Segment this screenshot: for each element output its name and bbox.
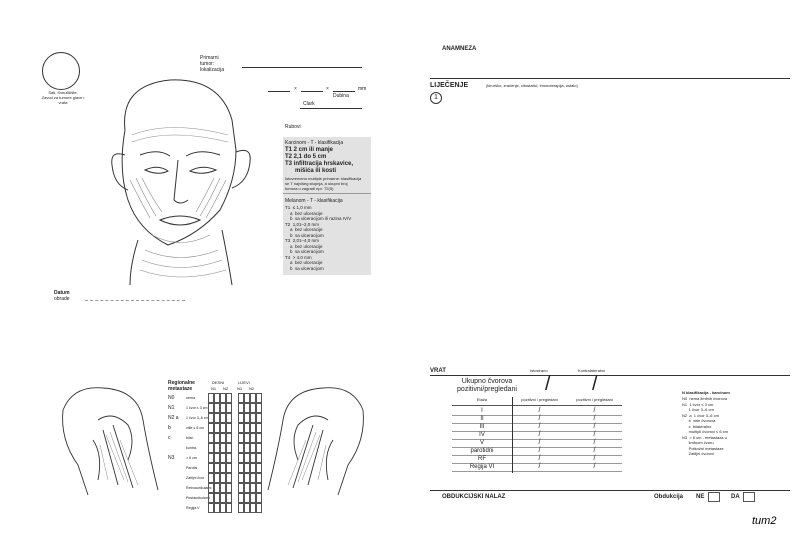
total-slash-contra: / bbox=[592, 373, 598, 395]
col-sub-2: N2 bbox=[223, 386, 229, 391]
n-class-item: c bilateralno bbox=[682, 423, 712, 429]
regional-row-desc: 1 čvor 3–6 cm bbox=[186, 416, 209, 420]
panel-divider bbox=[283, 193, 371, 194]
melanoma-item: a bez ulceracije bbox=[285, 243, 323, 249]
same-side-header: Istostrano bbox=[530, 368, 548, 373]
n-class-title: N klasifikacija - karcinom bbox=[682, 390, 730, 395]
col-sub-1: N1 bbox=[211, 386, 217, 391]
step-circle: 1 bbox=[430, 92, 442, 104]
regional-grid-cell[interactable] bbox=[256, 393, 262, 403]
n-class-item: 1 čvor 3–6 cm bbox=[682, 407, 714, 412]
regional-row-code: N3 bbox=[168, 455, 175, 461]
regional-grid-cell[interactable] bbox=[226, 483, 232, 493]
total-slash-same: / bbox=[545, 373, 551, 395]
dim-line-3 bbox=[333, 91, 355, 92]
autopsy-finding-heading: OBDUKCIJSKI NALAZ bbox=[442, 494, 506, 500]
regional-row-code: N2 a bbox=[168, 415, 179, 421]
neck-left-illustration bbox=[58, 380, 168, 500]
regional-grid-cell[interactable] bbox=[256, 403, 262, 413]
melanoma-list bbox=[285, 205, 351, 271]
regional-grid-cell[interactable] bbox=[256, 433, 262, 443]
n-class-item: Zatiljni čvorovi bbox=[682, 451, 715, 456]
n-class-item: limfnom čvoru bbox=[682, 440, 714, 445]
neck-same-subheader: pozitivni / pregledani bbox=[512, 397, 567, 406]
neck-level-label: V bbox=[452, 439, 512, 448]
neck-same-cell[interactable]: / bbox=[512, 447, 567, 456]
n-class-item: N1 1 čvor ≤ 3 cm bbox=[682, 401, 714, 407]
neck-same-cell[interactable]: / bbox=[512, 455, 567, 464]
melanoma-item: T4 > 4,0 mm bbox=[285, 254, 312, 260]
primary-tumor-label: Primarni tumor: lokalizacija bbox=[200, 55, 225, 73]
n-class-item: b više čvorova bbox=[682, 418, 716, 423]
dim-x-1: × bbox=[294, 86, 297, 92]
col-sub-3: N1 bbox=[237, 386, 243, 391]
regional-title: Regionalne metastaze bbox=[168, 380, 195, 392]
regional-grid-cell[interactable] bbox=[256, 503, 262, 513]
regional-grid-cell[interactable] bbox=[226, 433, 232, 443]
slide-label: tum2 bbox=[752, 515, 777, 527]
regional-row-desc: kontra. bbox=[186, 446, 197, 450]
neck-contra-cell[interactable]: / bbox=[567, 423, 622, 432]
face-illustration bbox=[70, 60, 280, 290]
autopsy-no-checkbox[interactable] bbox=[708, 492, 720, 502]
neck-heading: VRAT bbox=[430, 368, 446, 374]
anamnesis-heading: ANAMNEZA bbox=[442, 46, 477, 52]
neck-right-illustration bbox=[258, 380, 368, 500]
neck-level-label: IV bbox=[452, 431, 512, 440]
regional-row-code: c bbox=[168, 435, 171, 441]
edge-label: Rubovi bbox=[285, 124, 301, 130]
neck-level-label: RF bbox=[452, 455, 512, 464]
neck-contra-cell[interactable]: / bbox=[567, 439, 622, 448]
neck-same-cell[interactable]: / bbox=[512, 439, 567, 448]
total-nodes-label: Ukupno čvorova pozitivni/pregledani bbox=[457, 378, 517, 393]
melanoma-item: a bez ulceracije bbox=[285, 210, 323, 216]
n-class-item: multipli čvorovi ≤ 6 cm bbox=[682, 429, 728, 434]
col-left-header: DESNI bbox=[212, 380, 225, 385]
regional-row-desc: Postaurikularni bbox=[186, 496, 210, 500]
neck-level-label: II bbox=[452, 415, 512, 424]
carcinoma-item-2: T2 2,1 do 5 cm bbox=[285, 154, 327, 160]
n-class-item: N0 nema limfnih čvorova bbox=[682, 396, 728, 401]
regional-grid-cell[interactable] bbox=[226, 493, 232, 503]
autopsy-label: Obdukcija bbox=[654, 494, 684, 500]
regional-grid-cell[interactable] bbox=[226, 443, 232, 453]
melanoma-item: a bez ulceracije bbox=[285, 260, 323, 265]
autopsy-no-label: NE bbox=[696, 494, 705, 500]
melanoma-title: Melanom - T - klasifikacija bbox=[285, 198, 343, 204]
col-sub-4: N2 bbox=[249, 386, 255, 391]
regional-grid-cell[interactable] bbox=[256, 443, 262, 453]
regional-grid-cell[interactable] bbox=[256, 493, 262, 503]
regional-grid-cell[interactable] bbox=[256, 463, 262, 473]
logo-caption: Sati, Sveučilište, Zavod za tumore glave i vrata bbox=[41, 90, 85, 105]
neck-contra-cell[interactable]: / bbox=[567, 415, 622, 424]
regional-row-code: N0 bbox=[168, 395, 175, 401]
col-right-header: LIJEVI bbox=[238, 380, 250, 385]
regional-grid-cell[interactable] bbox=[256, 483, 262, 493]
treatment-heading: LIJEČENJE bbox=[430, 82, 469, 89]
neck-level-label: parotidni bbox=[452, 447, 512, 456]
melanoma-item: b sa ulceracijom ili razina IV/V bbox=[285, 216, 352, 221]
neck-levels-table bbox=[452, 397, 622, 485]
treatment-options: (kirurško, zračenje, citostatici, imunoterapija, ostalo) bbox=[486, 83, 578, 88]
dim-unit: mm bbox=[358, 86, 367, 92]
neck-same-cell[interactable]: / bbox=[512, 431, 567, 440]
n-class-item: Potkožni metastaze bbox=[682, 445, 724, 451]
melanoma-item: T3 2,01–4,0 mm bbox=[285, 238, 320, 243]
autopsy-rule bbox=[430, 490, 790, 491]
regional-row-code: b bbox=[168, 425, 171, 431]
regional-row-code: N1 bbox=[168, 405, 175, 411]
dim-x-2: × bbox=[326, 86, 329, 92]
neck-contra-subheader: pozitivni / pregledani bbox=[567, 397, 622, 406]
melanoma-item: b sa ulceracijom bbox=[285, 249, 324, 254]
date-label: Datum obrade bbox=[54, 290, 70, 302]
n-class-item: N3 > 6 cm - metastaza u bbox=[682, 434, 727, 440]
neck-same-cell[interactable]: / bbox=[512, 415, 567, 424]
neck-contra-cell[interactable]: / bbox=[567, 431, 622, 440]
neck-rule bbox=[430, 375, 790, 376]
regional-row-desc: 1 čvor ≤ 3 cm bbox=[186, 406, 208, 410]
regional-grid-cell[interactable] bbox=[256, 423, 262, 433]
neck-same-cell[interactable]: / bbox=[512, 463, 567, 472]
regional-row-desc: > 6 cm bbox=[186, 456, 197, 460]
regional-row-desc: nema bbox=[186, 396, 195, 400]
depth-label: Dubina bbox=[333, 93, 349, 99]
neck-contra-cell[interactable]: / bbox=[567, 455, 622, 464]
regional-grid-cell[interactable] bbox=[256, 473, 262, 483]
autopsy-yes-checkbox[interactable] bbox=[743, 492, 755, 502]
regional-grid bbox=[208, 393, 262, 513]
neck-level-label: III bbox=[452, 423, 512, 432]
regional-grid-cell[interactable] bbox=[256, 413, 262, 423]
melanoma-item: b sa ulceracijom bbox=[285, 265, 324, 271]
regional-row-desc: Regija V bbox=[186, 506, 200, 510]
neck-same-cell[interactable]: / bbox=[512, 407, 567, 416]
n-class-item: N2 a 1 čvor 3–6 cm bbox=[682, 412, 719, 418]
anamnesis-rule bbox=[430, 78, 790, 79]
regional-row-desc: bilat. bbox=[186, 436, 194, 440]
neck-contra-cell[interactable]: / bbox=[567, 463, 622, 472]
regional-grid-cell[interactable] bbox=[226, 473, 232, 483]
contralateral-header: Kontralateralno bbox=[578, 368, 606, 373]
regional-grid-cell[interactable] bbox=[226, 413, 232, 423]
melanoma-item: T2 1,01–2,0 mm bbox=[285, 221, 320, 227]
regional-grid-cell[interactable] bbox=[226, 453, 232, 463]
melanoma-item: a bez ulceracije bbox=[285, 227, 323, 232]
regional-row-desc: Parotis bbox=[186, 466, 198, 470]
carcinoma-item-3: T3 infiltracija hrskavice, bbox=[285, 161, 354, 167]
neck-contra-cell[interactable]: / bbox=[567, 447, 622, 456]
neck-level-header: Etaža bbox=[452, 397, 512, 406]
clark-label: Clark bbox=[303, 101, 315, 107]
carcinoma-title: Karcinom - T - klasifikacija bbox=[285, 140, 344, 146]
n-class-list bbox=[682, 396, 728, 457]
regional-grid-cell[interactable] bbox=[226, 463, 232, 473]
regional-grid-cell[interactable] bbox=[226, 403, 232, 413]
dim-line-2 bbox=[301, 91, 323, 92]
date-line bbox=[85, 300, 185, 301]
clark-line bbox=[300, 108, 362, 109]
carcinoma-item-4: mišića ili kosti bbox=[285, 168, 337, 174]
neck-same-cell[interactable]: / bbox=[512, 423, 567, 432]
neck-contra-cell[interactable]: / bbox=[567, 407, 622, 416]
regional-grid-cell[interactable] bbox=[226, 423, 232, 433]
melanoma-item: T1 ≤ 1,0 mm bbox=[285, 205, 312, 210]
regional-grid-cell[interactable] bbox=[256, 453, 262, 463]
carcinoma-note: Istovremeno multiple primarne: klasifikacija se T najvišeg stupnja, a ukupni broj tumora u zagradi npr. T2(5) bbox=[285, 176, 362, 191]
autopsy-yes-label: DA bbox=[731, 494, 740, 500]
neck-level-label: Regija VI bbox=[452, 463, 512, 472]
regional-row-desc: Retroaurikularni bbox=[186, 486, 212, 490]
regional-row-desc: Zatiljni čvor bbox=[186, 476, 205, 480]
neck-table-divider bbox=[512, 397, 513, 473]
regional-grid-cell[interactable] bbox=[226, 503, 232, 513]
melanoma-item: b sa ulceracijom bbox=[285, 232, 324, 238]
neck-level-label: I bbox=[452, 407, 512, 416]
regional-row-desc: više ≤ 6 cm bbox=[186, 426, 205, 430]
regional-grid-cell[interactable] bbox=[226, 393, 232, 403]
carcinoma-item-1: T1 2 cm ili manje bbox=[285, 147, 334, 153]
